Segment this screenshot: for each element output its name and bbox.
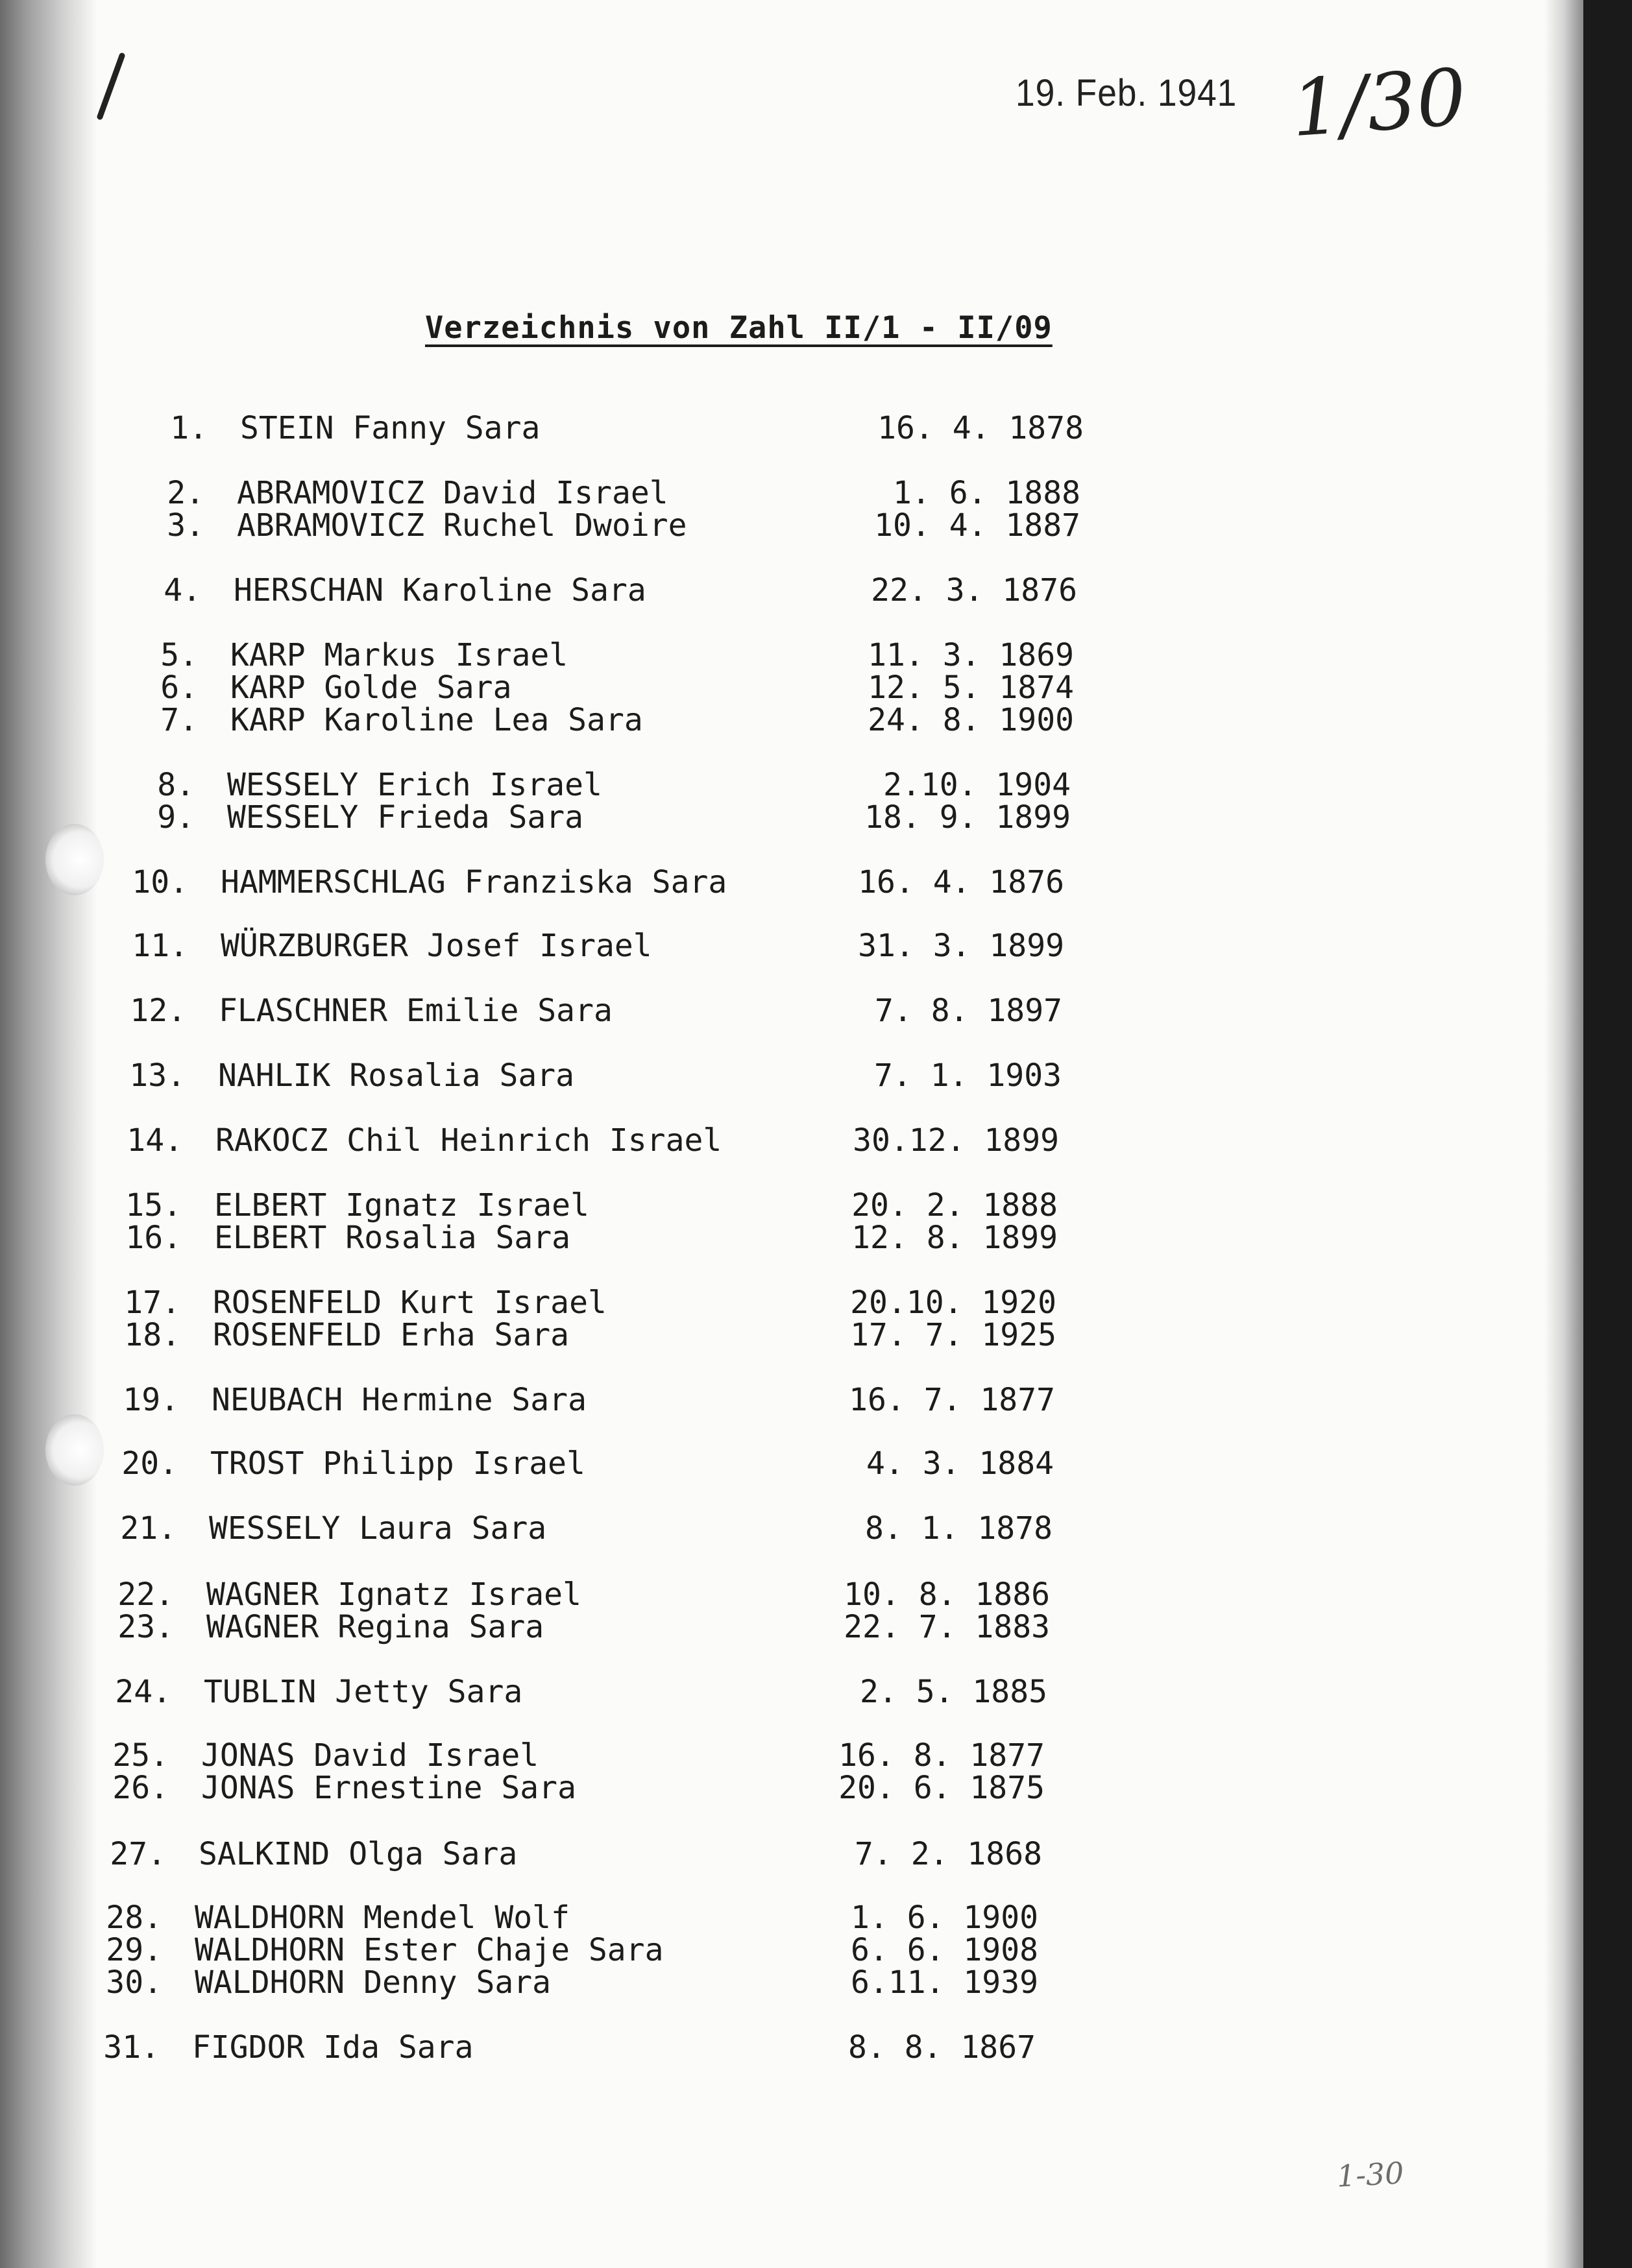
entry-name: TROST Philipp Israel (210, 1445, 585, 1482)
entry-name: WALDHORN Ester Chaje Sara (195, 1932, 664, 1968)
entry-number: 7. (160, 702, 198, 738)
entry-number: 31. (103, 2029, 160, 2066)
pen-stroke-mark (91, 52, 130, 123)
entry-name: RAKOCZ Chil Heinrich Israel (215, 1122, 722, 1159)
entry-name: KARP Markus Israel (230, 637, 568, 673)
entry-birthdate: 7. 8. 1897 (875, 993, 1062, 1029)
entry-name: NAHLIK Rosalia Sara (218, 1057, 575, 1094)
entry-name: JONAS David Israel (201, 1737, 539, 1774)
entry-birthdate: 18. 9. 1899 (864, 799, 1071, 836)
entry-number: 26. (112, 1770, 169, 1806)
entry-name: FLASCHNER Emilie Sara (219, 993, 613, 1029)
entry-number: 16. (125, 1220, 182, 1256)
entry-name: ELBERT Ignatz Israel (214, 1187, 589, 1224)
entry-number: 4. (164, 572, 201, 609)
entry-number: 14. (127, 1122, 183, 1159)
entry-birthdate: 16. 4. 1876 (858, 864, 1064, 900)
entry-birthdate: 10. 4. 1887 (874, 507, 1080, 544)
entry-birthdate: 20.10. 1920 (850, 1285, 1056, 1321)
entry-birthdate: 7. 2. 1868 (855, 1836, 1042, 1872)
handwritten-footer-note: 1-30 (1335, 2155, 1405, 2194)
entry-birthdate: 16. 4. 1878 (877, 410, 1084, 446)
entry-birthdate: 31. 3. 1899 (858, 928, 1064, 964)
entry-number: 19. (123, 1382, 179, 1418)
entry-birthdate: 22. 3. 1876 (871, 572, 1077, 609)
entry-name: STEIN Fanny Sara (240, 410, 541, 446)
entry-number: 30. (106, 1964, 162, 2001)
entry-name: WESSELY Erich Israel (227, 767, 602, 803)
date-stamp: 19. Feb. 1941 (1016, 72, 1237, 114)
entry-birthdate: 17. 7. 1925 (850, 1317, 1056, 1353)
entry-number: 18. (124, 1317, 180, 1353)
entry-birthdate: 1. 6. 1900 (851, 1900, 1038, 1936)
entry-number: 5. (160, 637, 198, 673)
entry-number: 17. (124, 1285, 180, 1321)
entry-number: 15. (125, 1187, 182, 1224)
entry-name: KARP Karoline Lea Sara (230, 702, 643, 738)
entry-number: 2. (167, 475, 204, 511)
entry-number: 8. (157, 767, 195, 803)
entry-birthdate: 4. 3. 1884 (866, 1445, 1054, 1482)
entry-name: WALDHORN Mendel Wolf (195, 1900, 570, 1936)
entry-birthdate: 30.12. 1899 (853, 1122, 1059, 1159)
entry-birthdate: 8. 8. 1867 (848, 2029, 1036, 2066)
entry-birthdate: 12. 5. 1874 (868, 670, 1074, 706)
entry-birthdate: 20. 6. 1875 (838, 1770, 1045, 1806)
entry-number: 12. (130, 993, 186, 1029)
entry-name: ABRAMOVICZ David Israel (237, 475, 668, 511)
entry-number: 3. (167, 507, 204, 544)
entry-name: ROSENFELD Erha Sara (213, 1317, 570, 1353)
entry-number: 22. (117, 1576, 174, 1613)
entry-name: WAGNER Ignatz Israel (206, 1576, 581, 1613)
entry-number: 21. (120, 1510, 177, 1547)
entry-number: 11. (132, 928, 188, 964)
entry-birthdate: 6. 6. 1908 (851, 1932, 1038, 1968)
entry-birthdate: 20. 2. 1888 (851, 1187, 1058, 1224)
entry-name: KARP Golde Sara (230, 670, 512, 706)
entry-number: 25. (112, 1737, 169, 1774)
entry-name: ELBERT Rosalia Sara (214, 1220, 571, 1256)
entry-number: 13. (129, 1057, 186, 1094)
entry-number: 1. (170, 410, 208, 446)
entry-name: WESSELY Frieda Sara (227, 799, 584, 836)
entry-birthdate: 8. 1. 1878 (865, 1510, 1053, 1547)
entry-name: JONAS Ernestine Sara (201, 1770, 576, 1806)
entry-name: WAGNER Regina Sara (206, 1609, 544, 1645)
entry-number: 6. (160, 670, 198, 706)
entry-birthdate: 6.11. 1939 (851, 1964, 1038, 2001)
handwritten-folio-number: 1/30 (1288, 52, 1470, 155)
entry-name: SALKIND Olga Sara (199, 1836, 518, 1872)
entry-number: 28. (106, 1900, 162, 1936)
entry-birthdate: 11. 3. 1869 (868, 637, 1074, 673)
entry-birthdate: 10. 8. 1886 (844, 1576, 1050, 1613)
entry-number: 9. (157, 799, 195, 836)
entry-birthdate: 2.10. 1904 (883, 767, 1071, 803)
entry-name: WALDHORN Denny Sara (195, 1964, 552, 2001)
entry-name: WÜRZBURGER Josef Israel (221, 928, 652, 964)
entry-name: ROSENFELD Kurt Israel (213, 1285, 607, 1321)
entry-name: WESSELY Laura Sara (209, 1510, 547, 1547)
entry-birthdate: 12. 8. 1899 (851, 1220, 1058, 1256)
entry-birthdate: 7. 1. 1903 (874, 1057, 1062, 1094)
scan-right-edge (1544, 0, 1583, 2268)
entry-birthdate: 16. 8. 1877 (838, 1737, 1045, 1774)
entry-name: HAMMERSCHLAG Franziska Sara (221, 864, 727, 900)
entry-number: 27. (110, 1836, 166, 1872)
document-title: Verzeichnis von Zahl II/1 - II/09 (425, 310, 1053, 346)
entry-birthdate: 24. 8. 1900 (868, 702, 1074, 738)
entry-number: 20. (121, 1445, 178, 1482)
entry-birthdate: 16. 7. 1877 (849, 1382, 1055, 1418)
entry-name: TUBLIN Jetty Sara (204, 1674, 523, 1710)
entry-name: ABRAMOVICZ Ruchel Dwoire (237, 507, 687, 544)
entry-number: 23. (117, 1609, 174, 1645)
entry-number: 10. (132, 864, 188, 900)
entry-name: HERSCHAN Karoline Sara (234, 572, 646, 609)
entry-name: NEUBACH Hermine Sara (212, 1382, 587, 1418)
entry-number: 29. (106, 1932, 162, 1968)
entry-birthdate: 22. 7. 1883 (844, 1609, 1050, 1645)
entry-name: FIGDOR Ida Sara (192, 2029, 474, 2066)
entry-birthdate: 2. 5. 1885 (860, 1674, 1047, 1710)
entry-birthdate: 1. 6. 1888 (893, 475, 1080, 511)
entry-number: 24. (115, 1674, 171, 1710)
